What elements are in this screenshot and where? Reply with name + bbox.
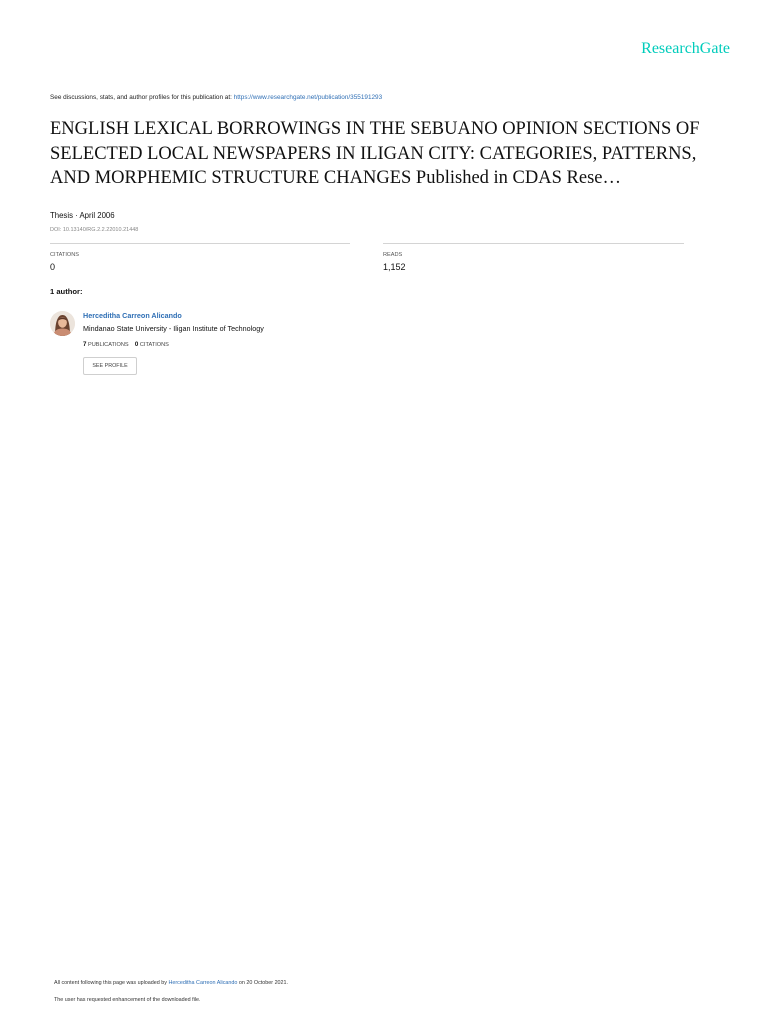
upload-prefix: All content following this page was uploaded by (54, 980, 169, 986)
enhancement-note: The user has requested enhancement of the downloaded file. (54, 997, 201, 1003)
publication-doi: DOI: 10.13140/RG.2.2.22010.21448 (50, 227, 139, 233)
citations-value: 0 (50, 262, 56, 272)
author-photo-icon (50, 311, 75, 336)
see-profile-button[interactable]: SEE PROFILE (83, 357, 137, 375)
author-avatar[interactable] (50, 311, 75, 336)
publication-meta (50, 211, 115, 220)
publication-type: Thesis (50, 211, 73, 220)
divider-left (50, 243, 350, 244)
publication-url-link[interactable]: https://www.researchgate.net/publication/355191293 (233, 94, 383, 101)
upload-suffix: on 20 October 2021. (237, 980, 289, 986)
meta-separator: · (72, 211, 80, 220)
upload-note (54, 980, 288, 986)
author-citations-label: CITATIONS (139, 342, 169, 348)
reads-label: READS (383, 252, 403, 258)
authors-heading: 1 author: (50, 287, 83, 296)
author-publications-count: 7 (83, 341, 87, 348)
researchgate-logo[interactable]: ResearchGate (641, 40, 730, 57)
uploader-link[interactable]: Herceditha Carreon Alicando (168, 980, 238, 986)
author-name-link[interactable]: Herceditha Carreon Alicando (83, 311, 182, 320)
publication-title: ENGLISH LEXICAL BORROWINGS IN THE SEBUANO OPINION SECTIONS OF SELECTED LOCAL NEWSPAPERS IN ILIGAN CITY: CATEGORIES, PATTERNS, AND MORPHEMIC STRUCTURE CHANGES Published in CDAS Rese… (50, 119, 700, 188)
intro-line (50, 94, 382, 101)
publication-date: April 2006 (79, 211, 115, 220)
author-publications-label: PUBLICATIONS (88, 342, 129, 348)
author-stats (83, 341, 169, 348)
reads-value: 1,152 (383, 262, 406, 272)
divider-right (383, 243, 684, 244)
author-citations-count: 0 (134, 341, 139, 348)
intro-text: See discussions, stats, and author profiles for this publication at: (50, 94, 234, 101)
citations-label: CITATIONS (50, 252, 80, 258)
author-affiliation: Mindanao State University - Iligan Institute of Technology (83, 324, 264, 333)
